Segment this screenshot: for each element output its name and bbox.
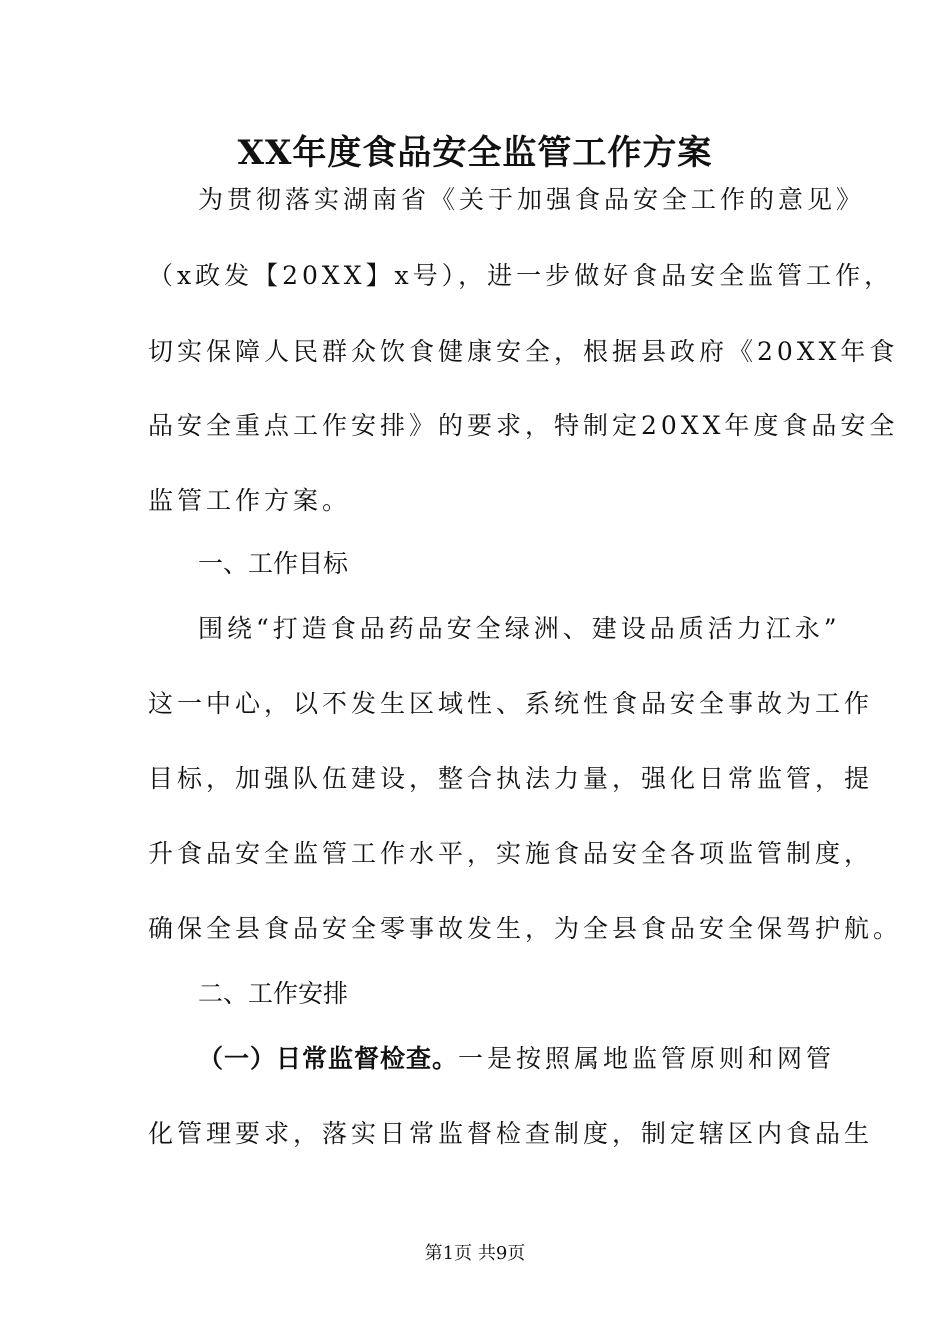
section-1-line-2: 这一中心，以不发生区域性、系统性食品安全事故为工作 [148, 689, 874, 718]
section-2-heading: 二、工作安排 [198, 979, 349, 1008]
intro-line-1: 为贯彻落实湖南省《关于加强食品安全工作的意见》 [198, 185, 866, 214]
intro-line-2: （x政发【20XX】x号），进一步做好食品安全监管工作， [148, 261, 894, 290]
section-1-line-3: 目标，加强队伍建设，整合执法力量，强化日常监管，提 [148, 764, 874, 793]
intro-line-3: 切实保障人民群众饮食健康安全，根据县政府《20XX年食 [148, 337, 899, 366]
intro-line-5: 监管工作方案。 [148, 486, 352, 515]
subsection-1-label: （一）日常监督检查。 [198, 1044, 459, 1073]
section-1-line-4: 升食品安全监管工作水平，实施食品安全各项监管制度， [148, 839, 874, 868]
page-number-footer: 第1页 共9页 [424, 1243, 526, 1264]
section-1-line-5: 确保全县食品安全零事故发生，为全县食品安全保驾护航。 [148, 914, 903, 943]
subsection-1-line-2: 化管理要求，落实日常监督检查制度，制定辖区内食品生 [148, 1119, 874, 1148]
subsection-1-line-1-text: 一是按照属地监管原则和网管 [458, 1044, 836, 1073]
document-title: XX年度食品安全监管工作方案 [237, 133, 713, 173]
section-1-line-1: 围绕“打造食品药品安全绿洲、建设品质活力江永” [198, 614, 841, 643]
section-1-heading: 一、工作目标 [198, 549, 349, 578]
intro-line-4: 品安全重点工作安排》的要求，特制定20XX年度食品安全 [148, 411, 899, 440]
subsection-1-line-1 [198, 1039, 858, 1079]
